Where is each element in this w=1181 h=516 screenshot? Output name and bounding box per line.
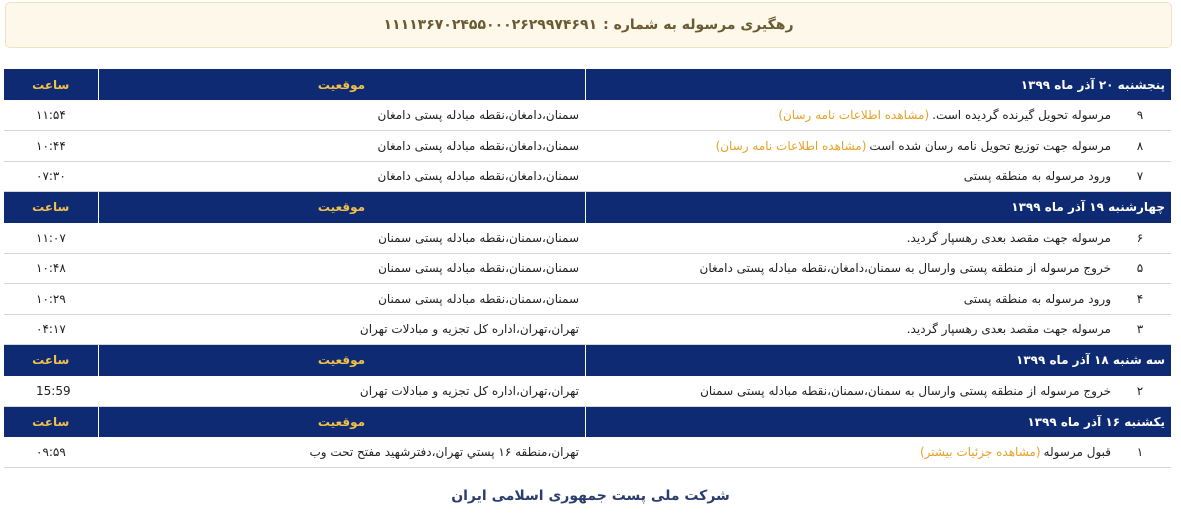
event-time: ۱۰:۴۴ (4, 131, 98, 162)
event-description (591, 261, 1165, 275)
event-description-cell (585, 284, 1171, 315)
table-row (4, 223, 1171, 254)
event-location: تهران،تهران،اداره کل تجزیه و مبادلات تهران (98, 376, 585, 407)
day-header-row (4, 406, 1171, 437)
event-step-number: ۲ (1136, 383, 1144, 398)
event-step-number: ۳ (1136, 322, 1144, 337)
event-description-text: قبول مرسوله (1043, 445, 1111, 459)
event-time: ۱۰:۴۸ (4, 253, 98, 284)
event-location: سمنان،دامغان،نقطه مبادله پستی دامغان (98, 161, 585, 192)
event-description-cell (585, 314, 1171, 345)
event-details-link[interactable]: (مشاهده اطلاعات نامه رسان) (778, 108, 930, 122)
event-description (591, 322, 1165, 336)
event-description-text: خروج مرسوله از منطقه پستی وارسال به سمنان،سمنان،نقطه مبادله پستی سمنان (700, 383, 1111, 398)
event-description (591, 231, 1165, 245)
event-description-text: مرسوله جهت مقصد بعدی رهسپار گردید. (906, 322, 1111, 337)
event-description-cell (585, 437, 1171, 468)
event-location: سمنان،سمنان،نقطه مبادله پستی سمنان (98, 223, 585, 254)
event-time: 15:59 (4, 376, 98, 407)
event-step-number: ۵ (1136, 261, 1144, 276)
event-time: ۰۷:۳۰ (4, 161, 98, 192)
event-description-text: ورود مرسوله به منطقه پستی (963, 291, 1111, 306)
column-header-location: موقعیت (98, 406, 585, 437)
event-step-number: ۴ (1136, 291, 1144, 306)
table-row (4, 314, 1171, 345)
column-header-location: موقعیت (98, 345, 585, 376)
event-description-text: مرسوله جهت مقصد بعدی رهسپار گردید. (906, 230, 1111, 245)
table-row (4, 253, 1171, 284)
event-time: ۱۱:۵۴ (4, 100, 98, 131)
day-title: چهارشنبه ۱۹ آذر ماه ۱۳۹۹ (585, 192, 1171, 223)
event-step-number: ۷ (1136, 169, 1144, 184)
event-description (591, 445, 1165, 459)
event-location: سمنان،سمنان،نقطه مبادله پستی سمنان (98, 284, 585, 315)
event-description-cell (585, 253, 1171, 284)
event-step-number: ۱ (1136, 445, 1144, 459)
day-title: پنجشنبه ۲۰ آذر ماه ۱۳۹۹ (585, 69, 1171, 100)
footer-company-name: شرکت ملی پست جمهوری اسلامی ایران (451, 488, 730, 504)
day-title: یکشنبه ۱۶ آذر ماه ۱۳۹۹ (585, 406, 1171, 437)
column-header-time: ساعت (32, 77, 70, 92)
event-description-cell (585, 100, 1171, 131)
event-step-number: ۹ (1136, 108, 1144, 122)
column-header-location: موقعیت (98, 69, 585, 100)
event-description-cell (585, 161, 1171, 192)
event-description-cell (585, 131, 1171, 162)
table-row (4, 284, 1171, 315)
event-location: تهران،منطقه ۱۶ پستي تهران،دفترشهید مفتح تحت وب (98, 437, 585, 468)
table-row (4, 161, 1171, 192)
tracking-number: ۱۱۱۱۳۶۷۰۲۴۵۵۰۰۰۲۶۲۹۹۷۴۶۹۱ (383, 17, 598, 33)
event-description (591, 169, 1165, 183)
event-location: سمنان،سمنان،نقطه مبادله پستی سمنان (98, 253, 585, 284)
event-description-text: ورود مرسوله به منطقه پستی (963, 169, 1111, 184)
event-time: ۰۴:۱۷ (4, 314, 98, 345)
day-title: سه شنبه ۱۸ آذر ماه ۱۳۹۹ (585, 345, 1171, 376)
event-details-link[interactable]: (مشاهده جزئیات بیشتر) (919, 445, 1041, 459)
column-header-time: ساعت (32, 353, 70, 368)
event-description-text: خروج مرسوله از منطقه پستی وارسال به سمنان،دامغان،نقطه مبادله پستی دامغان (699, 261, 1111, 276)
tracking-table (4, 69, 1171, 468)
event-description-cell (585, 376, 1171, 407)
event-description-cell (585, 223, 1171, 254)
event-step-number: ۶ (1136, 230, 1144, 245)
event-details-link[interactable]: (مشاهده اطلاعات نامه رسان) (715, 138, 867, 153)
event-step-number: ۸ (1136, 138, 1144, 153)
event-description (591, 108, 1165, 122)
event-time: ۱۰:۲۹ (4, 284, 98, 315)
day-header-row (4, 69, 1171, 100)
column-header-time: ساعت (32, 414, 70, 429)
event-description-text: مرسوله تحویل گیرنده گردیده است. (932, 108, 1111, 122)
column-header-location: موقعیت (98, 192, 585, 223)
table-row (4, 131, 1171, 162)
event-time: ۰۹:۵۹ (4, 437, 98, 468)
event-location: سمنان،دامغان،نقطه مبادله پستی دامغان (98, 131, 585, 162)
table-row (4, 100, 1171, 131)
day-header-row (4, 345, 1171, 376)
event-description (591, 139, 1165, 153)
event-time: ۱۱:۰۷ (4, 223, 98, 254)
event-location: تهران،تهران،اداره کل تجزیه و مبادلات تهران (98, 314, 585, 345)
event-description (591, 384, 1165, 398)
event-description (591, 292, 1165, 306)
event-location: سمنان،دامغان،نقطه مبادله پستی دامغان (98, 100, 585, 131)
tracking-title: رهگیری مرسوله به شماره : (603, 17, 794, 33)
table-row (4, 437, 1171, 468)
tracking-table-body (4, 69, 1171, 468)
column-header-time: ساعت (32, 200, 70, 215)
tracking-title-box (5, 2, 1172, 48)
event-description-text: مرسوله جهت توزیع تحویل نامه رسان شده است (869, 138, 1111, 153)
table-row (4, 376, 1171, 407)
day-header-row (4, 192, 1171, 223)
